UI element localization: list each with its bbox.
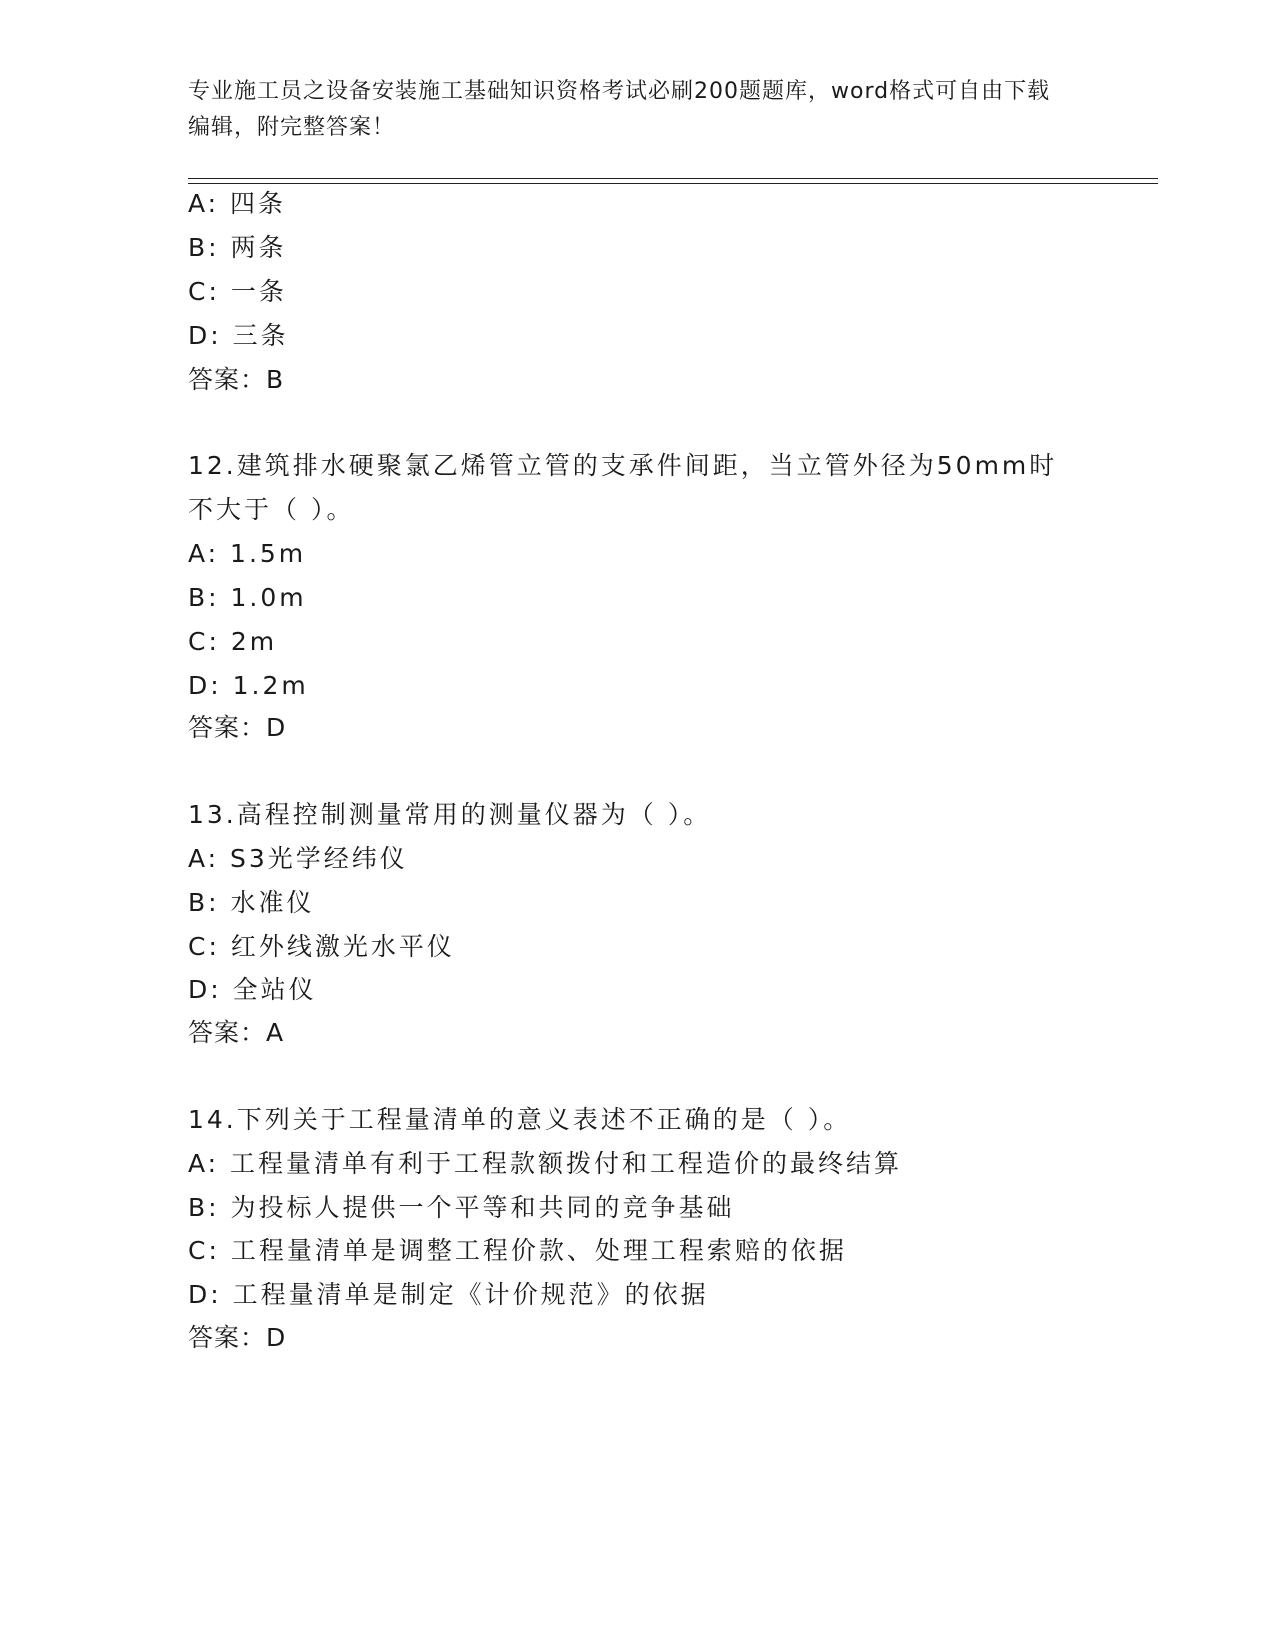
- q14-stem: 14.下列关于工程量清单的意义表述不正确的是（ ）。: [188, 1105, 852, 1134]
- q14-answer: 答案：D: [188, 1323, 287, 1352]
- q14-option-c: C: 工程量清单是调整工程价款、处理工程索赔的依据: [188, 1236, 847, 1265]
- q14-option-b: B: 为投标人提供一个平等和共同的竞争基础: [188, 1193, 735, 1222]
- header-divider-bottom: [188, 183, 1158, 184]
- q12-stem-line1: 12.建筑排水硬聚氯乙烯管立管的支承件间距，当立管外径为50mm时: [188, 451, 1058, 480]
- q14-option-a: A: 工程量清单有利于工程款额拨付和工程造价的最终结算: [188, 1149, 903, 1178]
- q13-option-d: D: 全站仪: [188, 975, 317, 1004]
- document-header: 专业施工员之设备安装施工基础知识资格考试必刷200题题库，word格式可自由下载编辑，附完整答案！: [188, 79, 1051, 140]
- q14-option-d: D: 工程量清单是制定《计价规范》的依据: [188, 1280, 709, 1309]
- q11-option-a: A: 四条: [188, 189, 287, 218]
- q13-stem: 13.高程控制测量常用的测量仪器为（ ）。: [188, 800, 712, 829]
- q13-option-a: A: S3光学经纬仪: [188, 844, 408, 873]
- q13-option-b: B: 水准仪: [188, 888, 315, 917]
- q12-stem-line2: 不大于（ ）。: [188, 495, 355, 524]
- q13-answer: 答案：A: [188, 1018, 285, 1047]
- q12-answer: 答案：D: [188, 713, 287, 742]
- q12-option-b: B: 1.0m: [188, 583, 307, 612]
- q11-option-c: C: 一条: [188, 277, 287, 306]
- q11-answer: 答案：B: [188, 365, 285, 394]
- q11-option-b: B: 两条: [188, 233, 287, 262]
- q13-option-c: C: 红外线激光水平仪: [188, 932, 455, 961]
- q12-option-a: A: 1.5m: [188, 539, 307, 568]
- q12-option-c: C: 2m: [188, 627, 278, 656]
- q11-option-d: D: 三条: [188, 321, 289, 350]
- header-divider-top: [188, 178, 1158, 179]
- q12-option-d: D: 1.2m: [188, 671, 309, 700]
